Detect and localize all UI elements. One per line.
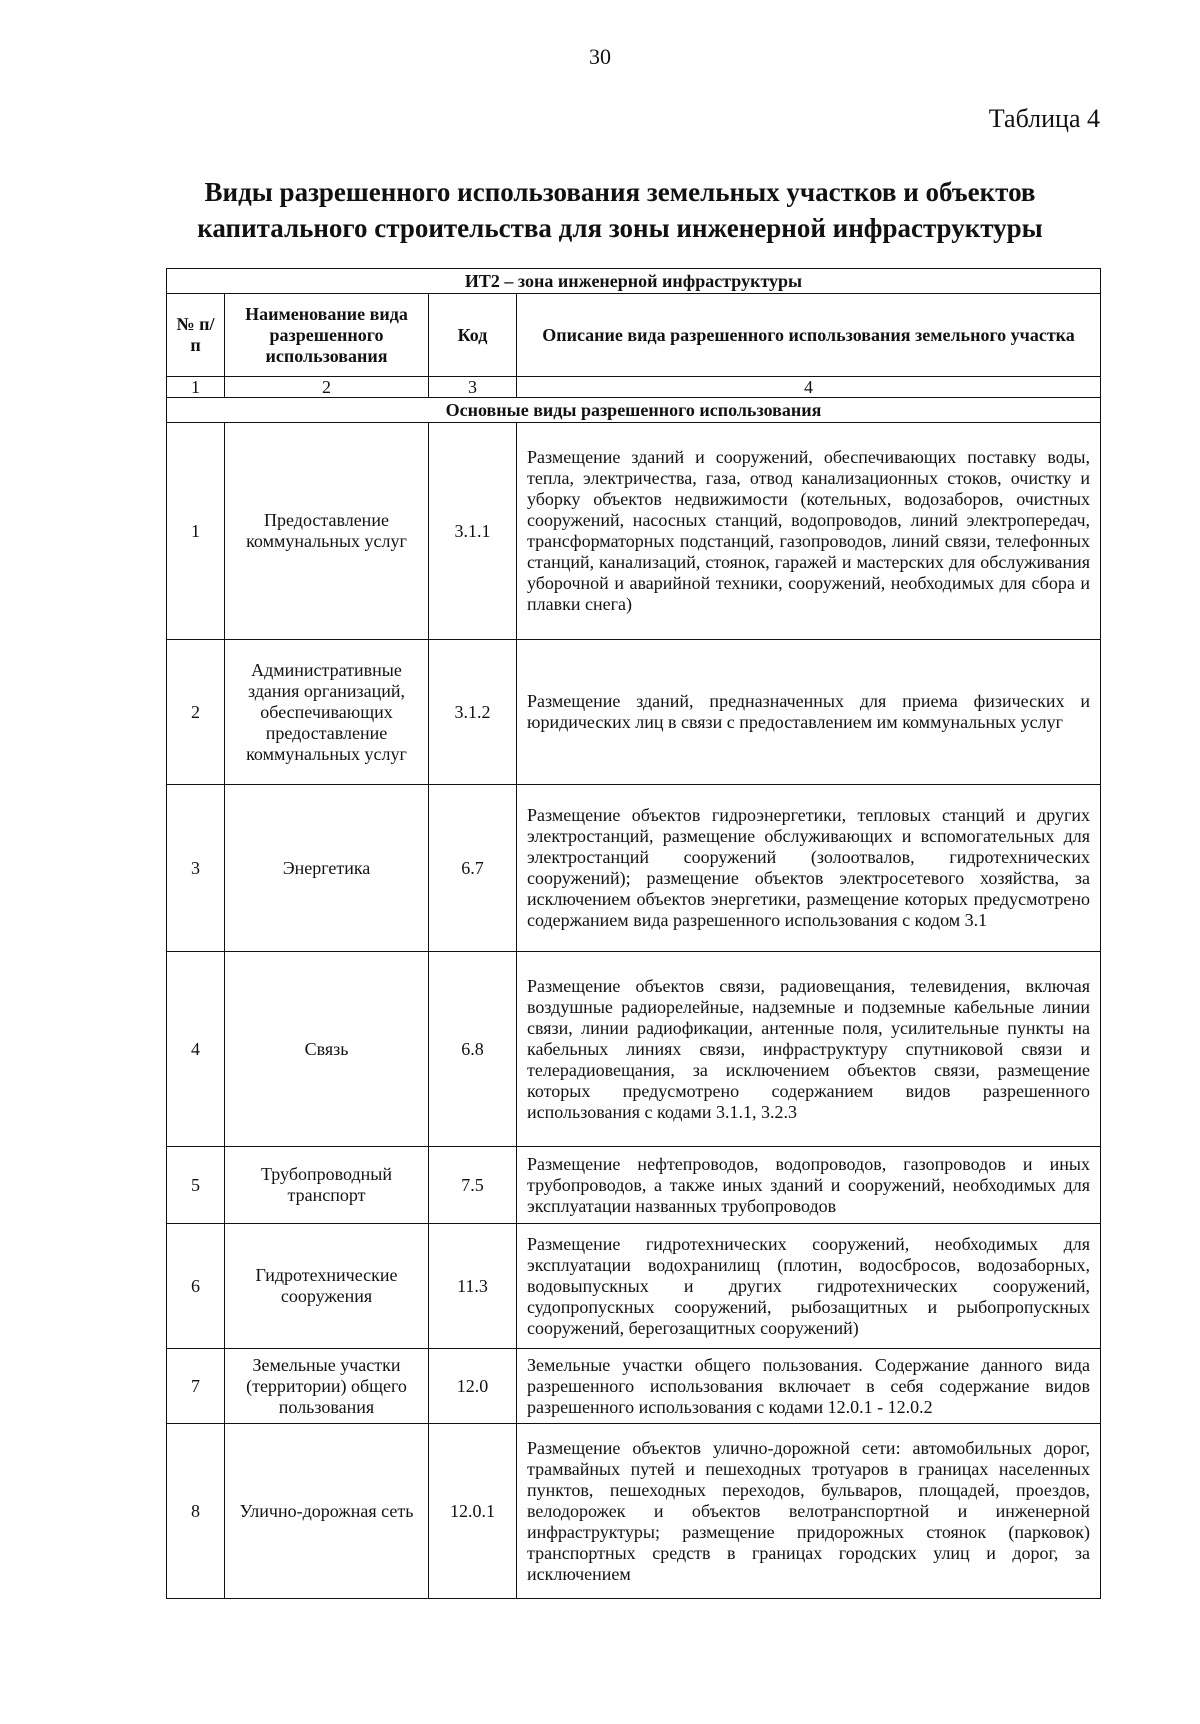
row-description: Размещение объектов гидроэнергетики, тепловых станций и других электростанций, размещение обслуживающих и вспомогательных для электростанций сооружений (золоотвалов, гидротехнических сооружений); размещение объектов электросетевого хозяйства, за исключением объектов энергетики, размещение которых предусмотрено содержанием вида разрешенного использования с кодом 3.1 [517, 785, 1101, 952]
section-row [167, 398, 1101, 423]
column-header-num: № п/п [167, 294, 225, 377]
row-description: Размещение зданий и сооружений, обеспечивающих поставку воды, тепла, электричества, газа, отвод канализационных стоков, очистку и уборку объектов недвижимости (котельных, водозаборов, очистных сооружений, насосных станций, водопроводов, линий электропередач, трансформаторных подстанций, газопроводов, линий связи, телефонных станций, канализаций, стоянок, гаражей и мастерских для обслуживания уборочной и аварийной техники, сооружений, необходимых для сбора и плавки снега) [517, 423, 1101, 640]
row-number: 4 [167, 952, 225, 1147]
row-use-name: Земельные участки (территории) общего пользования [225, 1349, 429, 1424]
row-description: Размещение объектов связи, радиовещания, телевидения, включая воздушные радиорелейные, надземные и подземные кабельные линии связи, линии радиофикации, антенные поля, усилительные пункты на кабельных линиях связи, инфраструктуру спутниковой связи и телерадиовещания, за исключением объектов связи, размещение которых предусмотрено содержанием видов разрешенного использования с кодами 3.1.1, 3.2.3 [517, 952, 1101, 1147]
document-title: Виды разрешенного использования земельных участков и объектов капитального строительства для зоны инженерной инфраструктуры [197, 177, 1043, 243]
table-label: Таблица 4 [988, 104, 1100, 133]
row-number: 3 [167, 785, 225, 952]
column-header-code: Код [429, 294, 517, 377]
row-number: 1 [167, 423, 225, 640]
page-number: 30 [589, 44, 611, 69]
row-use-name: Связь [225, 952, 429, 1147]
table-row [167, 1147, 1101, 1224]
row-use-name: Трубопроводный транспорт [225, 1147, 429, 1224]
row-use-name: Предоставление коммунальных услуг [225, 423, 429, 640]
row-number: 6 [167, 1224, 225, 1349]
row-code: 3.1.2 [429, 640, 517, 785]
section-title: Основные виды разрешенного использования [167, 398, 1101, 423]
row-use-name: Административные здания организаций, обеспечивающих предоставление коммунальных услуг [225, 640, 429, 785]
column-header-row [167, 294, 1101, 377]
table-row [167, 1349, 1101, 1424]
land-use-table [166, 268, 1101, 1599]
row-code: 12.0 [429, 1349, 517, 1424]
column-header-name: Наименование вида разрешенного использования [225, 294, 429, 377]
row-description: Размещение зданий, предназначенных для приема физических и юридических лиц в связи с предоставлением им коммунальных услуг [517, 640, 1101, 785]
zone-header: ИТ2 – зона инженерной инфраструктуры [167, 269, 1101, 294]
column-header-desc: Описание вида разрешенного использования земельного участка [517, 294, 1101, 377]
row-code: 7.5 [429, 1147, 517, 1224]
row-description: Размещение гидротехнических сооружений, необходимых для эксплуатации водохранилищ (плотин, водосбросов, водозаборных, водовыпускных и других гидротехнических сооружений, судопропускных сооружений, рыбозащитных и рыбопропускных сооружений, берегозащитных сооружений) [517, 1224, 1101, 1349]
row-description: Размещение нефтепроводов, водопроводов, газопроводов и иных трубопроводов, а также иных зданий и сооружений, необходимых для эксплуатации названных трубопроводов [517, 1147, 1101, 1224]
row-description: Земельные участки общего пользования. Содержание данного вида разрешенного использования включает в себя содержание видов разрешенного использования с кодами 12.0.1 - 12.0.2 [517, 1349, 1101, 1424]
column-index-row [167, 377, 1101, 398]
row-number: 7 [167, 1349, 225, 1424]
row-use-name: Энергетика [225, 785, 429, 952]
zone-header-row [167, 269, 1101, 294]
table-row [167, 1224, 1101, 1349]
table-row [167, 952, 1101, 1147]
table-row [167, 640, 1101, 785]
table-row [167, 423, 1101, 640]
row-number: 8 [167, 1424, 225, 1599]
column-index: 4 [517, 377, 1101, 398]
column-index: 2 [225, 377, 429, 398]
table-row [167, 1424, 1101, 1599]
row-code: 6.8 [429, 952, 517, 1147]
row-number: 2 [167, 640, 225, 785]
row-code: 6.7 [429, 785, 517, 952]
row-code: 3.1.1 [429, 423, 517, 640]
row-code: 12.0.1 [429, 1424, 517, 1599]
column-index: 1 [167, 377, 225, 398]
row-number: 5 [167, 1147, 225, 1224]
row-use-name: Гидротехнические сооружения [225, 1224, 429, 1349]
column-index: 3 [429, 377, 517, 398]
row-description: Размещение объектов улично-дорожной сети: автомобильных дорог, трамвайных путей и пешеходных тротуаров в границах населенных пунктов, пешеходных переходов, бульваров, площадей, проездов, велодорожек и объектов велотранспортной и инженерной инфраструктуры; размещение придорожных стоянок (парковок) транспортных средств в границах городских улиц и дорог, за исключением [517, 1424, 1101, 1599]
row-use-name: Улично-дорожная сеть [225, 1424, 429, 1599]
row-code: 11.3 [429, 1224, 517, 1349]
table-row [167, 785, 1101, 952]
